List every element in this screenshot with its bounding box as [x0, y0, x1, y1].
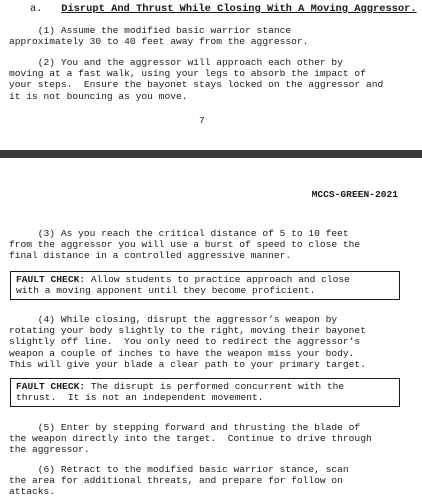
paragraph-4: (4) While closing, disrupt the aggressor’s weapon by rotating your body slightly to the right, moving their bayonet slightly off line. You only need to redirect the aggressor’s weapon a couple of inches to have the weapon miss your body. This will give your blade a clear path to your primary target.	[9, 314, 366, 370]
section-heading	[30, 3, 417, 15]
section-title: Disrupt And Thrust While Closing With A Moving Aggressor.	[61, 3, 417, 15]
document-identifier: MCCS-GREEN-2021	[311, 189, 398, 200]
fault-check-box-2	[10, 378, 400, 407]
fault-check-label: FAULT CHECK:	[16, 274, 86, 285]
paragraph-2: (2) You and the aggressor will approach each other by moving at a fast walk, using your legs to absorb the impact of your steps. Ensure the bayonet stays locked on the aggressor and it is not bouncing as you move.	[9, 57, 384, 102]
document-page-top	[0, 0, 422, 152]
paragraph-5: (5) Enter by stepping forward and thrusting the blade of the weapon directly into the target. Continue to drive through the aggressor.	[9, 422, 372, 456]
fault-check-text: Allow students to practice approach and close with a moving apponent until they become proficient.	[16, 274, 350, 297]
fault-check-label: FAULT CHECK:	[16, 381, 86, 392]
paragraph-1: (1) Assume the modified basic warrior stance approximately 30 to 40 feet away from the aggressor.	[9, 25, 309, 48]
page-number: 7	[199, 115, 205, 126]
document-page-bottom	[0, 158, 422, 500]
fault-check-box-1	[10, 271, 400, 300]
paragraph-3: (3) As you reach the critical distance of 5 to 10 feet from the aggressor you will use a burst of speed to close the final distance in a controlled aggressive manner.	[9, 228, 361, 262]
paragraph-6: (6) Retract to the modified basic warrior stance, scan the area for additional threats, and prepare for follow on attacks.	[9, 464, 349, 498]
section-letter: a.	[30, 3, 43, 15]
fault-check-text: The disrupt is performed concurrent with the thrust. It is not an independent movement.	[16, 381, 345, 404]
